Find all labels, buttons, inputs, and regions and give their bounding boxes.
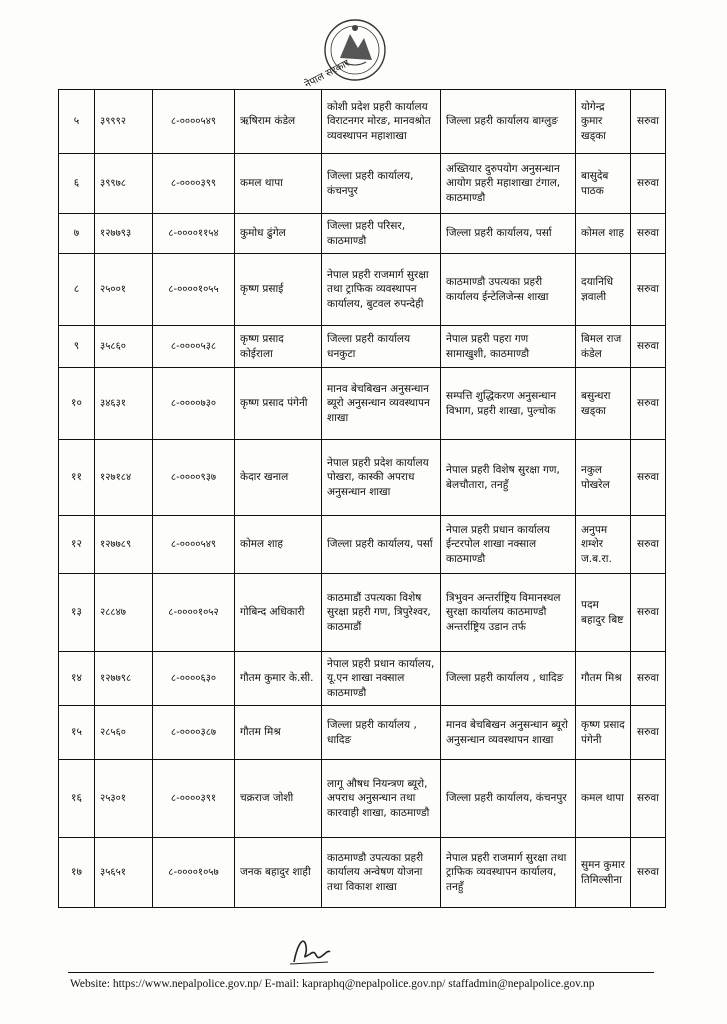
cell-to-office: सम्पत्ति शुद्धिकरण अनुसन्धान विभाग, प्रहरी शाखा, पुल्चोक	[441, 368, 576, 440]
cell-replacement: योगेन्द्र कुमार खड्का	[576, 90, 631, 154]
cell-from-office: नेपाल प्रहरी प्रदेश कार्यालय पोखरा, कास्की अपराध अनुसन्धान शाखा	[322, 440, 441, 516]
cell-name: कमल थापा	[235, 154, 322, 214]
cell-serial: ९	[59, 326, 95, 368]
cell-replacement: बसुन्धरा खड्का	[576, 368, 631, 440]
cell-from-office: जिल्ला प्रहरी कार्यालय, कंचनपुर	[322, 154, 441, 214]
cell-id: ३५६५१	[95, 838, 153, 908]
table-row	[59, 154, 666, 214]
table-row	[59, 440, 666, 516]
cell-type: सरुवा	[631, 574, 666, 652]
cell-from-office: लागू औषध नियन्त्रण ब्यूरो, अपराध अनुसन्धान तथा कारवाही शाखा, काठमाण्डौ	[322, 760, 441, 838]
cell-name: कृष्ण प्रसाद कोईराला	[235, 326, 322, 368]
cell-id: १२७७९८	[95, 652, 153, 706]
cell-id: ३९९७८	[95, 154, 153, 214]
table-row	[59, 652, 666, 706]
cell-name: जनक बहादुर शाही	[235, 838, 322, 908]
cell-to-office: जिल्ला प्रहरी कार्यालय, पर्सा	[441, 214, 576, 254]
cell-replacement: गौतम मिश्र	[576, 652, 631, 706]
cell-replacement: दयानिधि ज्ञवाली	[576, 254, 631, 326]
cell-from-office: काठमाण्डौ उपत्यका प्रहरी कार्यालय अन्वेषण योजना तथा विकाश शाखा	[322, 838, 441, 908]
cell-from-office: मानव बेचबिखन अनुसन्धान ब्यूरो अनुसन्धान व्यवस्थापन शाखा	[322, 368, 441, 440]
cell-to-office: नेपाल प्रहरी विशेष सुरक्षा गण, बेलचौतारा, तनहुँ	[441, 440, 576, 516]
table-row	[59, 254, 666, 326]
cell-type: सरुवा	[631, 90, 666, 154]
cell-id: २८८४७	[95, 574, 153, 652]
cell-id: २५३०१	[95, 760, 153, 838]
cell-from-office: काठमाडौं उपत्यका विशेष सुरक्षा प्रहरी गण, त्रिपुरेश्वर, काठमाडौं	[322, 574, 441, 652]
cell-id: १२७७९३	[95, 214, 153, 254]
cell-serial: १७	[59, 838, 95, 908]
cell-to-office: जिल्ला प्रहरी कार्यालय , धादिङ	[441, 652, 576, 706]
cell-police-id: ८-००००३८७	[153, 706, 235, 760]
cell-to-office: जिल्ला प्रहरी कार्यालय, कंचनपुर	[441, 760, 576, 838]
cell-serial: ५	[59, 90, 95, 154]
cell-police-id: ८-००००६३०	[153, 652, 235, 706]
table-row	[59, 368, 666, 440]
cell-type: सरुवा	[631, 516, 666, 574]
cell-serial: १३	[59, 574, 95, 652]
table-row	[59, 760, 666, 838]
cell-to-office: नेपाल प्रहरी प्रधान कार्यालय ईन्टरपोल शाखा नक्साल काठमाण्डौ	[441, 516, 576, 574]
cell-from-office: जिल्ला प्रहरी कार्यालय , धादिङ	[322, 706, 441, 760]
cell-from-office: कोशी प्रदेश प्रहरी कार्यालय विराटनगर मोरङ, मानवश्रोत व्यवस्थापन महाशाखा	[322, 90, 441, 154]
cell-from-office: जिल्ला प्रहरी कार्यालय धनकुटा	[322, 326, 441, 368]
cell-to-office: त्रिभुवन अन्तर्राष्ट्रिय विमानस्थल सुरक्षा कार्यालय काठमाण्डौ अन्तर्राष्ट्रिय उडान तर्फ	[441, 574, 576, 652]
cell-to-office: नेपाल प्रहरी पहरा गण सामाखुशी, काठमाण्डौ	[441, 326, 576, 368]
cell-type: सरुवा	[631, 254, 666, 326]
cell-replacement: कृष्ण प्रसाद पंगेनी	[576, 706, 631, 760]
cell-to-office: अख्तियार दुरुपयोग अनुसन्धान आयोग प्रहरी महाशाखा टंगाल, काठमाण्डौ	[441, 154, 576, 214]
cell-id: २८५६०	[95, 706, 153, 760]
seal-caption: नेपाल सरकार	[302, 57, 352, 91]
cell-id: १२७७८९	[95, 516, 153, 574]
cell-name: कृष्ण प्रसाई	[235, 254, 322, 326]
table-row	[59, 90, 666, 154]
signature-mark	[288, 932, 332, 968]
cell-from-office: नेपाल प्रहरी राजमार्ग सुरक्षा तथा ट्राफिक व्यवस्थापन कार्यालय, बुटवल रुपन्देही	[322, 254, 441, 326]
cell-to-office: जिल्ला प्रहरी कार्यालय बाग्लुङ	[441, 90, 576, 154]
cell-police-id: ८-००००३९१	[153, 760, 235, 838]
cell-id: ३४६३१	[95, 368, 153, 440]
cell-replacement: नकुल पोखरेल	[576, 440, 631, 516]
cell-police-id: ८-००००१०५७	[153, 838, 235, 908]
cell-name: कृष्ण प्रसाद पंगेनी	[235, 368, 322, 440]
cell-name: ऋषिराम कंडेल	[235, 90, 322, 154]
cell-replacement: सुमन कुमार तिमिल्सीना	[576, 838, 631, 908]
table-row	[59, 326, 666, 368]
footer-contact: Website: https://www.nepalpolice.gov.np/ E-mail: kapraphq@nepalpolice.gov.np/ staffadmin@nepalpolice.gov.np	[70, 978, 595, 990]
cell-type: सरुवा	[631, 652, 666, 706]
cell-serial: ११	[59, 440, 95, 516]
cell-police-id: ८-००००५४९	[153, 90, 235, 154]
cell-type: सरुवा	[631, 440, 666, 516]
cell-name: कोमल शाह	[235, 516, 322, 574]
cell-replacement: बिमल राज कंडेल	[576, 326, 631, 368]
footer-divider	[68, 972, 654, 973]
cell-type: सरुवा	[631, 368, 666, 440]
cell-name: गौतम कुमार के.सी.	[235, 652, 322, 706]
cell-police-id: ८-००००५४९	[153, 516, 235, 574]
cell-serial: १४	[59, 652, 95, 706]
cell-serial: १०	[59, 368, 95, 440]
cell-police-id: ८-००००३९९	[153, 154, 235, 214]
table-row	[59, 706, 666, 760]
cell-from-office: जिल्ला प्रहरी कार्यालय, पर्सा	[322, 516, 441, 574]
cell-name: गोबिन्द अधिकारी	[235, 574, 322, 652]
cell-id: ३५८६०	[95, 326, 153, 368]
cell-police-id: ८-००००७३०	[153, 368, 235, 440]
cell-serial: १६	[59, 760, 95, 838]
cell-police-id: ८-००००११५४	[153, 214, 235, 254]
table-row	[59, 516, 666, 574]
table-row	[59, 838, 666, 908]
cell-id: ३९९९२	[95, 90, 153, 154]
cell-replacement: बासुदेब पाठक	[576, 154, 631, 214]
cell-from-office: नेपाल प्रहरी प्रधान कार्यालय, यू.एन शाखा नक्साल काठमाण्डौ	[322, 652, 441, 706]
cell-serial: ७	[59, 214, 95, 254]
cell-to-office: नेपाल प्रहरी राजमार्ग सुरक्षा तथा ट्राफिक व्यवस्थापन कार्यालय, तनहुँ	[441, 838, 576, 908]
cell-type: सरुवा	[631, 326, 666, 368]
cell-type: सरुवा	[631, 154, 666, 214]
cell-type: सरुवा	[631, 838, 666, 908]
cell-serial: ८	[59, 254, 95, 326]
cell-name: गौतम मिश्र	[235, 706, 322, 760]
cell-replacement: कोमल शाह	[576, 214, 631, 254]
cell-to-office: मानव बेचबिखन अनुसन्धान ब्यूरो अनुसन्धान व्यवस्थापन शाखा	[441, 706, 576, 760]
cell-name: कुमोध ढुंगेल	[235, 214, 322, 254]
cell-serial: ६	[59, 154, 95, 214]
cell-id: २५००१	[95, 254, 153, 326]
transfer-table	[58, 89, 666, 908]
cell-police-id: ८-००००१०५२	[153, 574, 235, 652]
cell-type: सरुवा	[631, 760, 666, 838]
cell-serial: १५	[59, 706, 95, 760]
cell-name: चक्रराज जोशी	[235, 760, 322, 838]
table-row	[59, 574, 666, 652]
cell-from-office: जिल्ला प्रहरी परिसर, काठमाण्डौ	[322, 214, 441, 254]
cell-name: केदार खनाल	[235, 440, 322, 516]
table-row	[59, 214, 666, 254]
cell-to-office: काठमाण्डौ उपत्यका प्रहरी कार्यालय ईन्टेलिजेन्स शाखा	[441, 254, 576, 326]
cell-police-id: ८-००००९३७	[153, 440, 235, 516]
cell-replacement: पदम बहादुर बिष्ट	[576, 574, 631, 652]
cell-police-id: ८-००००१०५५	[153, 254, 235, 326]
cell-type: सरुवा	[631, 706, 666, 760]
cell-serial: १२	[59, 516, 95, 574]
cell-type: सरुवा	[631, 214, 666, 254]
cell-replacement: अनुपम शम्शेर ज.ब.रा.	[576, 516, 631, 574]
cell-id: १२७१८४	[95, 440, 153, 516]
cell-police-id: ८-००००५३८	[153, 326, 235, 368]
cell-replacement: कमल थापा	[576, 760, 631, 838]
